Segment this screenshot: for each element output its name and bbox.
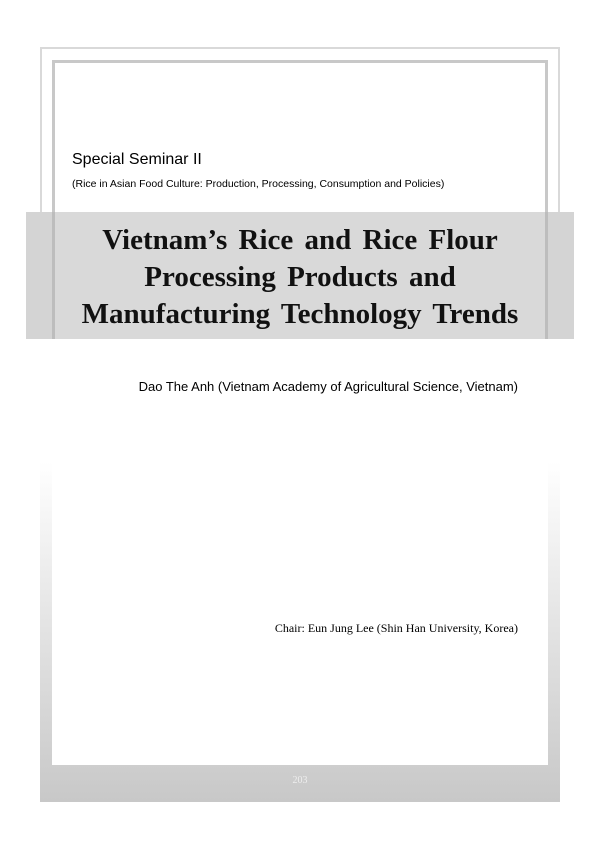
top-inner-frame <box>52 60 548 215</box>
seminar-subtitle: (Rice in Asian Food Culture: Production, Processing, Consumption and Policies) <box>72 178 445 190</box>
title-line-1: Vietnam’s Rice and Rice Flour <box>102 224 498 256</box>
lower-frame-inner <box>52 462 548 765</box>
document-title <box>52 222 548 333</box>
title-line-3: Manufacturing Technology Trends <box>81 298 519 330</box>
author-line: Dao The Anh (Vietnam Academy of Agricultural Science, Vietnam) <box>138 379 518 394</box>
chair-line: Chair: Eun Jung Lee (Shin Han University, Korea) <box>274 621 518 635</box>
title-line-2: Processing Products and <box>144 261 456 293</box>
page-number: 203 <box>292 775 308 786</box>
seminar-title: Special Seminar II <box>72 151 202 168</box>
